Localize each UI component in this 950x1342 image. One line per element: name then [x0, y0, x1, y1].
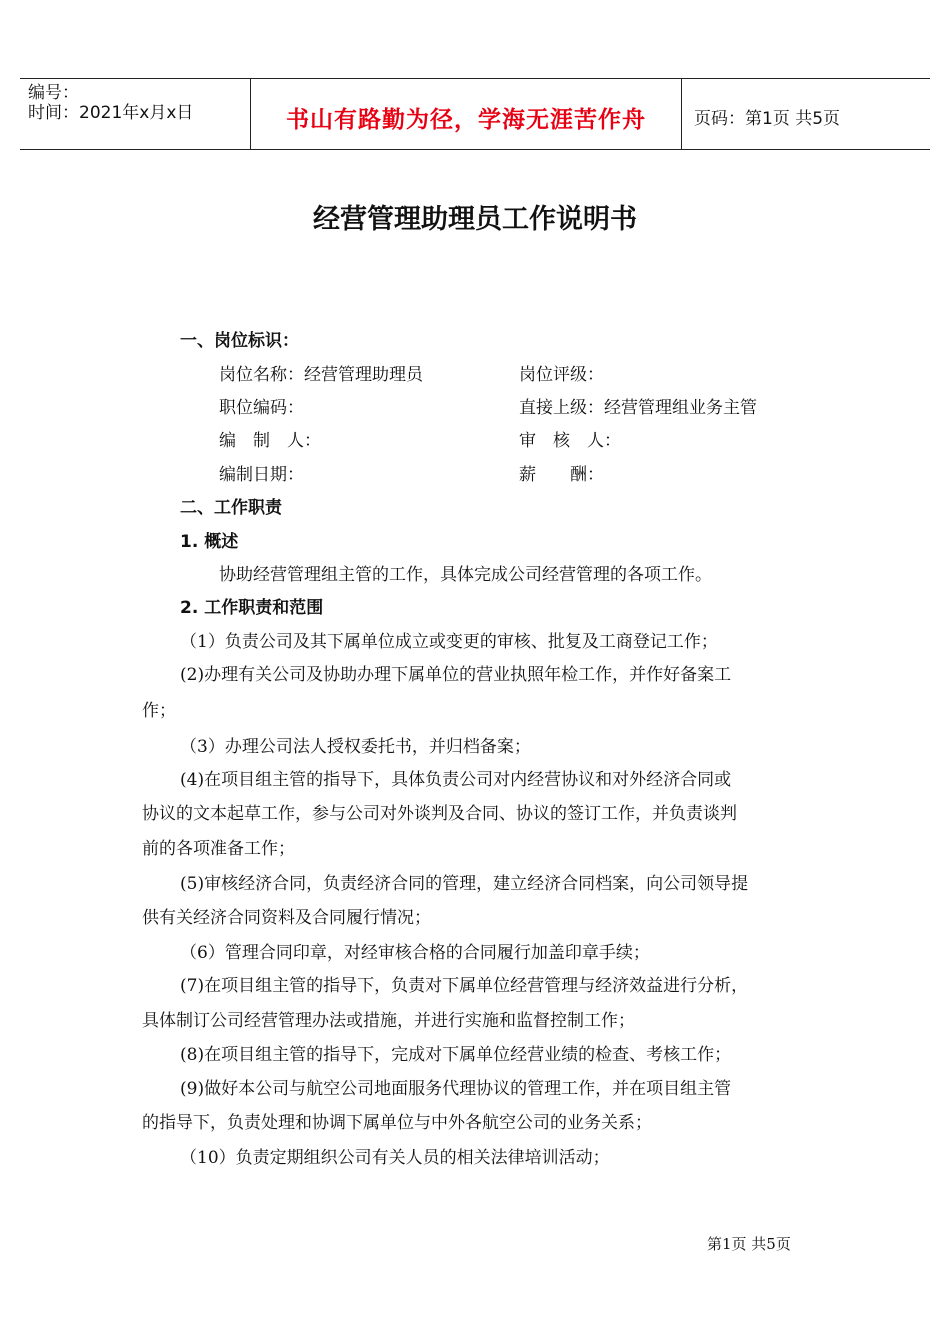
field-supervisor: 直接上级：经营管理组业务主管 [519, 398, 757, 418]
time-label: 时间：2021年x月x日 [28, 103, 194, 123]
duty-line: （3）办理公司法人授权委托书，并归档备案； [180, 737, 531, 757]
document-title: 经营管理助理员工作说明书 [313, 204, 637, 235]
duty-line: 具体制订公司经营管理办法或措施，并进行实施和监督控制工作； [142, 1011, 635, 1031]
section-2-heading: 二、工作职责 [180, 498, 282, 518]
duty-line: (2)办理有关公司及协助办理下属单位的营业执照年检工作，并作好备案工 [180, 665, 732, 685]
subsection-overview-heading: 1. 概述 [180, 532, 239, 552]
field-reviewer: 审 核 人： [519, 431, 621, 451]
section-1-heading: 一、岗位标识： [180, 331, 299, 351]
duty-line: （1）负责公司及其下属单位成立或变更的审核、批复及工商登记工作； [180, 632, 718, 652]
header-left-cell [20, 79, 251, 149]
field-position-name: 岗位名称：经营管理助理员 [219, 365, 423, 385]
duty-line: 协议的文本起草工作，参与公司对外谈判及合同、协议的签订工作，并负责谈判 [142, 804, 737, 824]
duty-line: 供有关经济合同资料及合同履行情况； [142, 908, 431, 928]
header-motto-cell [251, 79, 682, 149]
duty-line: 作； [142, 701, 176, 721]
code-label: 编号： [28, 83, 79, 103]
duty-line: （6）管理合同印章，对经审核合格的合同履行加盖印章手续； [180, 943, 650, 963]
duty-line: (9)做好本公司与航空公司地面服务代理协议的管理工作，并在项目组主管 [180, 1079, 732, 1099]
duty-line: （10）负责定期组织公司有关人员的相关法律培训活动； [180, 1148, 610, 1168]
page-info: 页码：第1页 共5页 [694, 109, 841, 129]
field-author: 编 制 人： [219, 431, 321, 451]
overview-text: 协助经营管理组主管的工作，具体完成公司经营管理的各项工作。 [219, 565, 712, 585]
duty-line: 的指导下，负责处理和协调下属单位与中外各航空公司的业务关系； [142, 1113, 652, 1133]
subsection-duties-heading: 2. 工作职责和范围 [180, 598, 324, 618]
field-salary: 薪 酬： [519, 465, 604, 485]
duty-line: 前的各项准备工作； [142, 839, 295, 859]
duty-line: (5)审核经济合同，负责经济合同的管理，建立经济合同档案，向公司领导提 [180, 874, 749, 894]
page-header [20, 78, 930, 150]
field-position-grade: 岗位评级： [519, 365, 604, 385]
duty-line: (7)在项目组主管的指导下，负责对下属单位经营管理与经济效益进行分析， [180, 976, 749, 996]
duty-line: (4)在项目组主管的指导下，具体负责公司对内经营协议和对外经济合同或 [180, 770, 732, 790]
field-date: 编制日期： [219, 465, 304, 485]
header-page-cell [682, 79, 930, 149]
field-position-code: 职位编码： [219, 398, 304, 418]
motto: 书山有路勤为径，学海无涯苦作舟 [286, 107, 646, 133]
duty-line: (8)在项目组主管的指导下，完成对下属单位经营业绩的检查、考核工作； [180, 1045, 732, 1065]
page-footer: 第1页 共5页 [707, 1235, 791, 1253]
